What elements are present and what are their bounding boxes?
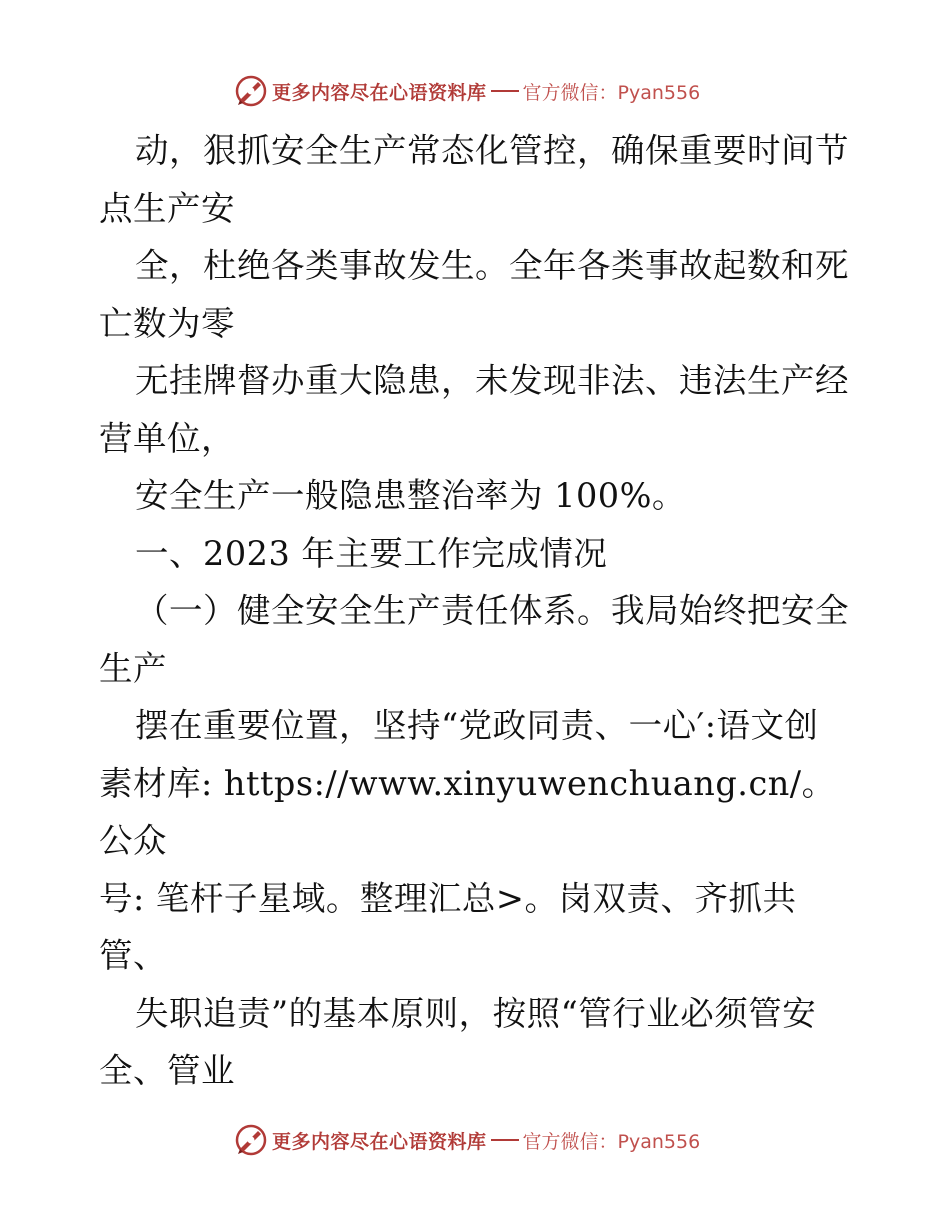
section-heading: 一、2023 年主要工作完成情况	[135, 533, 608, 573]
text-line: 全、管业	[99, 1051, 235, 1090]
header-watermark	[234, 73, 700, 109]
text-line: 管、	[99, 936, 167, 975]
text-line: 营单位，	[99, 418, 235, 458]
watermark-wechat: 官方微信：Pyan556	[522, 1130, 701, 1153]
watermark-divider	[491, 1139, 519, 1141]
text-line: 动，狠抓安全生产常态化管控，确保重要时间节	[135, 131, 849, 170]
text-line: 无挂牌督办重大隐患，未发现非法、违法生产经	[135, 361, 849, 400]
document-body	[99, 122, 859, 1100]
text-line: 生产	[99, 648, 167, 688]
text-line: 亡数为零	[99, 303, 235, 343]
text-line: 点生产安	[99, 188, 235, 228]
footer-watermark	[234, 1122, 700, 1158]
watermark-wechat: 官方微信：Pyan556	[522, 81, 701, 104]
text-line: 失职追责”的基本原则，按照“管行业必须管安	[135, 993, 817, 1033]
watermark-slogan: 更多内容尽在心语资料库	[272, 1130, 487, 1153]
pen-logo-icon	[234, 74, 268, 108]
watermark-divider	[491, 90, 519, 92]
text-line: 号: 笔杆子星域。整理汇总>。岗双责、齐抓共	[99, 878, 797, 918]
watermark-slogan: 更多内容尽在心语资料库	[272, 81, 487, 104]
text-line: （一）健全安全生产责任体系。我局始终把安全	[135, 591, 849, 630]
text-line: 摆在重要位置，坚持“党政同责、一心′:语文创	[135, 706, 819, 745]
pen-logo-icon	[234, 1123, 268, 1157]
text-line: 全，杜绝各类事故发生。全年各类事故起数和死	[135, 246, 849, 285]
text-line: 素材库: https://www.xinyuwenchuang.cn/。公众	[99, 763, 836, 860]
text-line: 安全生产一般隐患整治率为 100%。	[135, 476, 686, 515]
